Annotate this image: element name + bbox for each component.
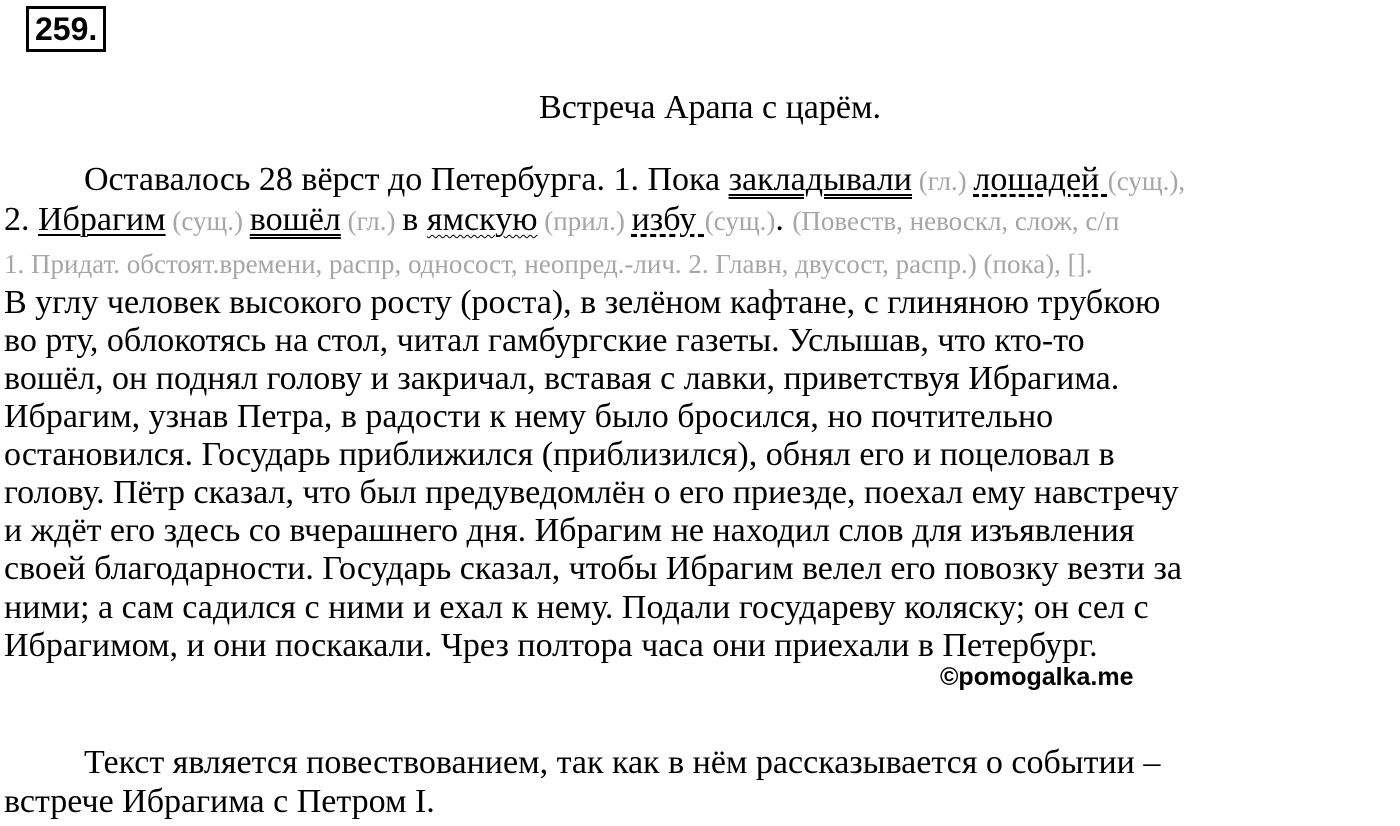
body-line: вошёл, он поднял голову и закричал, вставая с лавки, приветствуя Ибрагима. (4, 360, 1120, 397)
body-line: остановился. Государь приближился (приблизился), обнял его и поцеловал в (4, 436, 1115, 473)
exercise-number: 259. (26, 6, 106, 52)
part-of-speech-label: (сущ.), (1107, 166, 1186, 196)
conclusion-line: встрече Ибрагима с Петром I. (4, 783, 435, 820)
body-line: Ибрагимом, и они поскакали. Чрез полтора часа они приехали в Петербург. (4, 627, 1098, 664)
body-line: В углу человек высокого росту (роста), в зелёном кафтане, с глиняною трубкою (4, 284, 1161, 321)
part-of-speech-label: (прил.) (537, 206, 632, 236)
body-line: голову. Пётр сказал, что был предуведомлён о его приезде, поехал ему навстречу (4, 474, 1179, 511)
body-line: своей благодарности. Государь сказал, чтобы Ибрагим велел его повозку везти за (4, 550, 1182, 587)
body-line: Ибрагим, узнав Петра, в радости к нему было бросился, но почтительно (4, 398, 1054, 435)
part-of-speech-label: (сущ.) (165, 206, 250, 236)
adverbial-word-izbu: избу (631, 201, 705, 238)
sentence-2-line (4, 200, 1119, 241)
part-of-speech-label: (сущ.) (704, 206, 776, 236)
attribute-word-yamskuyu: ямскую (426, 201, 538, 238)
part-of-speech-label: (гл.) (340, 206, 403, 236)
sentence-analysis-line: 1. Придат. обстоят.времени, распр, односост, неопред.-лич. 2. Главн, двусост, распр.) (пока), []. (4, 249, 1093, 279)
body-line: во рту, облокотясь на стол, читал гамбургские газеты. Услышав, что кто-то (4, 322, 1085, 359)
body-line: и ждёт его здесь со вчерашнего дня. Ибрагим не находил слов для изъявления (4, 512, 1135, 549)
sentence-end-dot: . (775, 201, 793, 238)
sentence-1-line (84, 160, 1185, 201)
subject-word-ibragim: Ибрагим (38, 201, 166, 238)
body-line: ними; а сам садился с ними и ехал к нему. Подали государеву коляску; он сел с (4, 589, 1149, 626)
sentence-1-text: Оставалось 28 вёрст до Петербурга. 1. Пока (84, 161, 729, 198)
predicate-word-voshel: вошёл (249, 201, 341, 238)
preposition-v: в (402, 201, 427, 238)
object-word-loshadey: лошадей (973, 161, 1108, 198)
text-title: Встреча Арапа с царём. (539, 89, 881, 126)
conclusion-line: Текст является повествованием, так как в нём рассказывается о событии – (84, 744, 1161, 781)
part-of-speech-label: (гл.) (912, 166, 974, 196)
sentence-number: 2. (4, 201, 38, 238)
sentence-analysis: (Повеств, невоскл, слож, с/п (792, 206, 1120, 236)
predicate-word-zakladyvali: закладывали (728, 161, 912, 198)
watermark: ©pomogalka.me (940, 663, 1134, 691)
